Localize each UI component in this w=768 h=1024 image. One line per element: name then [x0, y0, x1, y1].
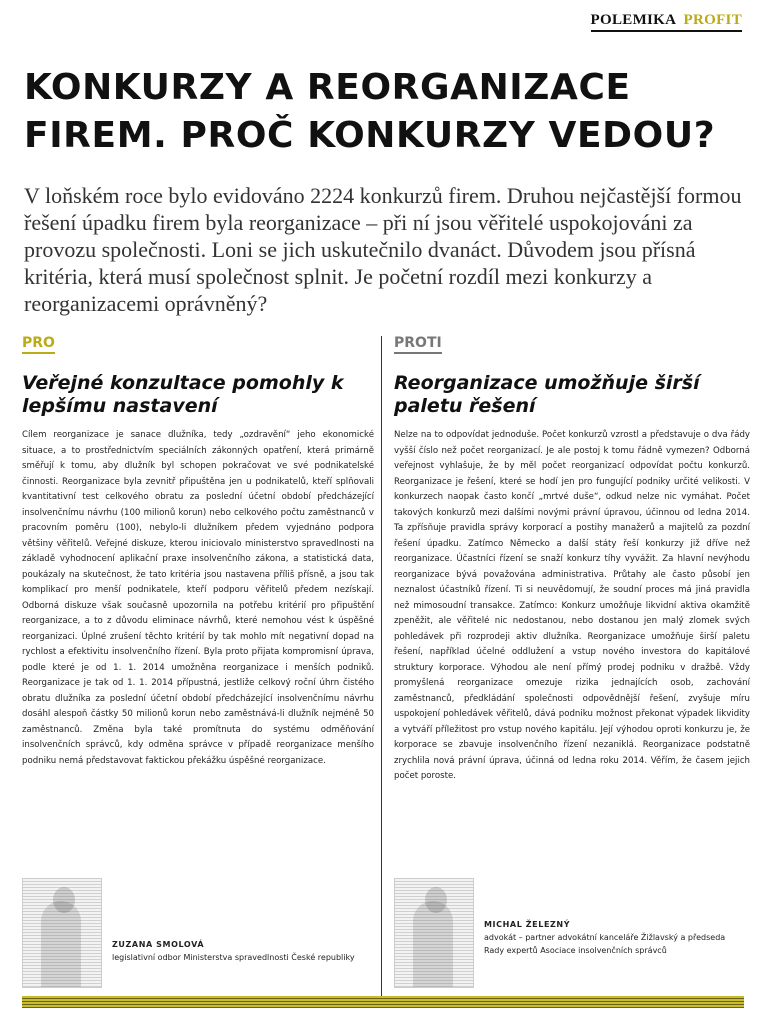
pro-tag: PRO — [22, 335, 55, 354]
pro-heading: Veřejné konzultace pomohly k lepšímu nastavení — [22, 372, 344, 417]
author-pro — [22, 878, 372, 988]
section-tag — [591, 12, 742, 32]
author-photo — [22, 878, 102, 988]
footer-bar — [22, 996, 744, 1008]
con-column — [394, 334, 750, 785]
author-caption — [484, 918, 746, 957]
article-lead: V loňském roce bylo evidováno 2224 konkurzů firem. Druhou nejčastější formou řešení úpadku firem byla reorganizace – při ní jsou věřitelé uspokojováni za provozu společnosti. Loni se jich uskutečnilo dvanáct. Důvodem jsou přísná kritéria, která musí společnost splnit. Je početní rozdíl mezi konkurzy a reorganizacemi oprávněný? — [24, 183, 742, 316]
con-tag: PROTI — [394, 335, 442, 354]
con-heading: Reorganizace umožňuje širší paletu řešení — [394, 372, 700, 417]
column-divider — [381, 336, 382, 996]
pro-column — [22, 334, 374, 769]
author-name: MICHAL ŽELEZNÝ — [484, 920, 571, 929]
author-con — [394, 878, 750, 988]
author-role: legislativní odbor Ministerstva spravedlnosti České republiky — [112, 953, 355, 962]
author-caption — [112, 938, 362, 964]
page-title: KONKURZY A REORGANIZACE FIREM. PROČ KONKURZY VEDOU? — [24, 67, 716, 156]
section-label: POLEMIKA — [590, 12, 676, 28]
author-photo — [394, 878, 474, 988]
pro-body: Cílem reorganizace je sanace dlužníka, tedy „ozdravění“ jeho ekonomické situace, a to prostřednictvím speciálních zákonných opatření, která primárně směřují k tomu, aby dlužník byl schopen pokračovat ve své podnikatelské činnosti. Reorganizace byla zevnitř připuštěna jen u podnikatelů, kteří splňovali kvantitativní test celkového obratu za poslední účetní období předcházející insolvenčnímu návrhu (100 milionů korun) nebo celkového počtu zaměstnanců v pracovním poměru (100), nebylo-li dlužníkem předem vyjednáno podpora většiny věřitelů. Veřejné diskuze, kterou iniciovalo ministerstvo spravedlnosti na základě vyhodnocení aplikační praxe insolvenčního zákona, a statistická data, poukázaly na skutečnost, že tato kritéria jsou nastavena příliš přísně, a jsou tak komplikací pro menší podnikatele, kteří podporu věřitelů předem nezískají. Odborná diskuze však současně upozornila na potřebu kritérií pro připuštění reorganizace, a to z důvodu eliminace návrhů, které nemohou vést k úspěšné reorganizaci. Úplné zrušení těchto kritérií by tak mohlo mít negativní dopad na rychlost a efektivitu insolvenčního řízení. Byla proto přijata kompromisní úprava, podle které je od 1. 1. 2014 umožněna reorganizace i menších podniků. Reorganizace je tak od 1. 1. 2014 přípustná, jestliže celkový roční úhrn čistého obratu dlužníka za poslední účetní období předcházející insolvenčnímu návrhu dosáhl alespoň částky 50 milionů korun nebo zaměstnává-li dlužník nejméně 50 zaměstnanců. Změna byla také promítnuta do systému odměňování insolvenčních správců, kdy odměna správce v případě reorganizace menšího podniku nemá představovat faktickou překážku úspěšné reorganizace. — [22, 430, 374, 766]
author-role: advokát – partner advokátní kanceláře Žižlavský a předseda Rady expertů Asociace insolvenčních správců — [484, 933, 726, 955]
author-name: ZUZANA SMOLOVÁ — [112, 940, 205, 949]
brand-label: PROFIT — [683, 12, 742, 28]
con-body: Nelze na to odpovídat jednoduše. Počet konkurzů vzrostl a představuje o dva řády vyšší číslo než počet reorganizací. Je ale postoj k tomu řádně vymezen? Odborná veřejnost vyhlašuje, že by měl počet reorganizací odpovídat počtu konkurzů. Reorganizace je řešení, které se hodí jen pro fungující podniky určité velikosti. V konkurzech naopak často končí „mrtvé duše“, odkud nelze nic vymáhat. Počet takových konkurzů mezi dalšími novými právní úpravou, účinnou od ledna 2014. Ta zpřísňuje pravidla správy korporací a postihy manažerů a majitelů za pozdní řešení úpadku. Zatímco Německo a další státy řeší konkurzy již dříve než reorganizace. Účastníci řízení se snaží konkurz tíhy vyvážit. Za hlavní nevýhodu reorganizace bývá považována administrativa. Průtahy ale často působí jen neznalost účastníků řízení. Ti si neuvědomují, že soudní proces má jiná pravidla než mimosoudní transakce. Zatímco: Konkurz umožňuje likvidní aktiva okamžitě zpeněžit, ale věřitelé nic nedostanou, nebo dostanou jen malý zlomek svých pohledávek při rozprodeji aktiv dlužníka. Reorganizace umožňuje širší paletu řešení, například účelné oddlužení a vstup nového investora do kapitálové struktury korporace. Výhodou ale není přímý prodej podniku v dražbě. Vždy promyšlená reorganizace omezuje rizika jednajících osob, zachování zaměstnanců, předkládání společnosti odpovědnější řešení, zvyšuje míru uspokojení pohledávek věřitelů, dává podniku možnost překonat výpadek likvidity a vytváří příležitost pro vstup nového kapitálu. Její výhodou oproti konkurzu je, že korporace se zbavuje insolvenčního řízení nezaniklá. Reorganizace podstatně zrychlila nová právní úprava, účinná od ledna roku 2014. Věřím, že časem jejich počet poroste. — [394, 430, 750, 781]
